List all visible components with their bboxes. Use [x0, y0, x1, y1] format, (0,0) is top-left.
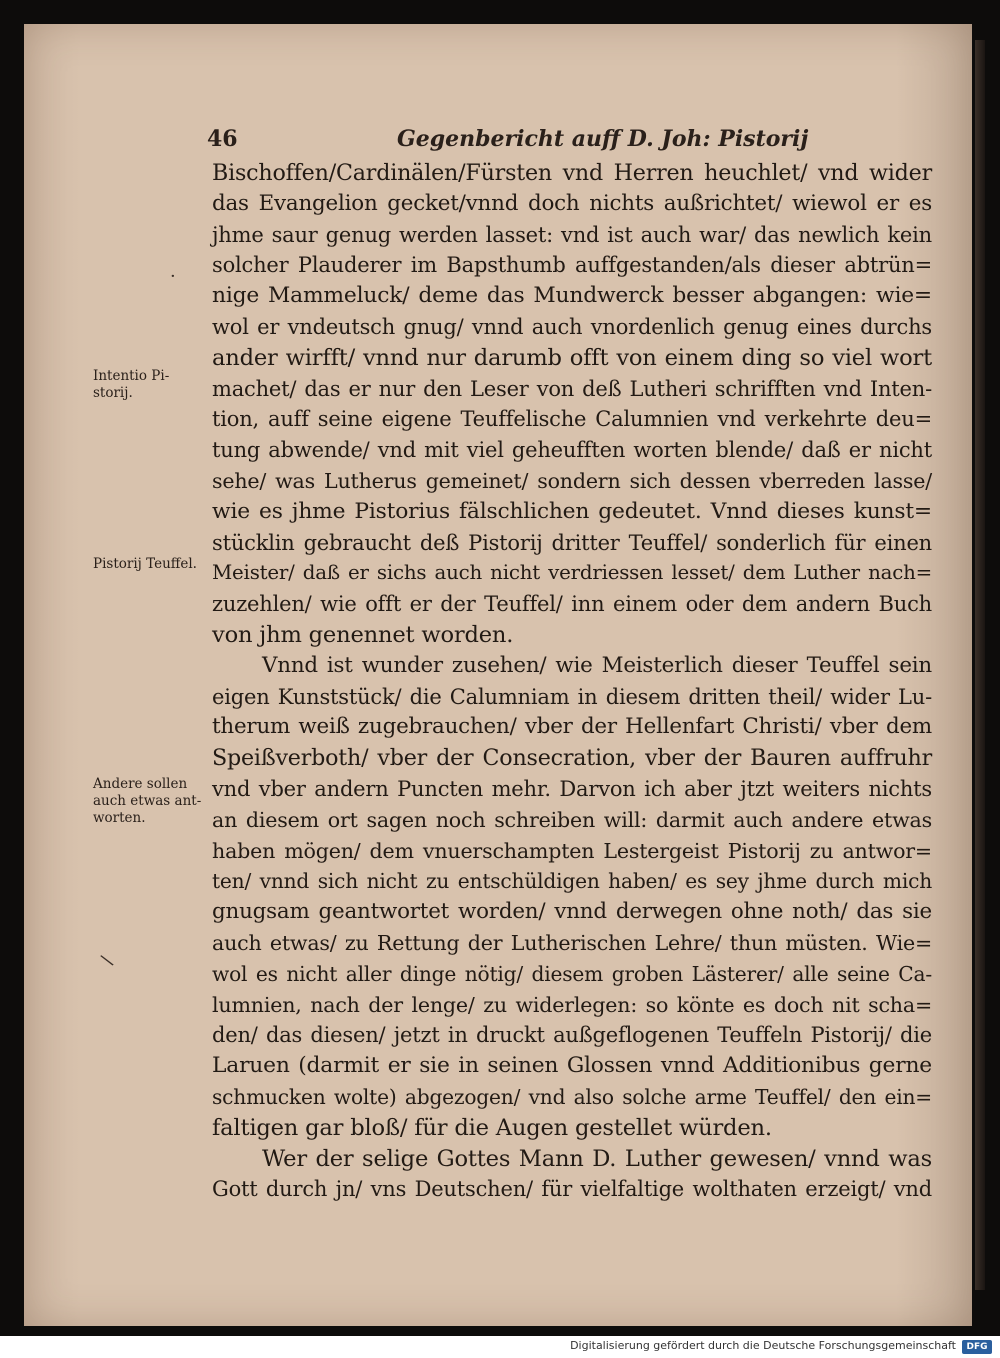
marginal-line: Andere sollen	[93, 776, 188, 792]
text-line: auch etwas/ zu Rettung der Lutherischen Lehre/ thun müsten. Wie=	[212, 930, 932, 955]
footer-bar	[0, 1336, 1000, 1358]
text-line: eigen Kunststück/ die Calumniam in diesem dritten theil/ wider Lu-	[212, 684, 932, 709]
text-line: nige Mammeluck/ deme das Mundwerck besser abgangen: wie=	[212, 283, 932, 309]
text-line: solcher Plauderer im Bapsthumb auffgestanden/als dieser abtrün=	[212, 253, 932, 278]
text-line: jhme saur genug werden lasset: vnd ist auch war/ das newlich kein	[212, 222, 932, 247]
marginal-line: worten.	[93, 810, 146, 826]
text-line: Speißverboth/ vber der Consecration, vber der Bauren auffruhr	[212, 745, 932, 772]
text-line: wol es nicht aller dinge nötig/ diesem groben Lästerer/ alle seine Ca-	[212, 961, 932, 986]
text-line: therum weiß zugebrauchen/ vber der Hellenfart Christi/ vber dem	[212, 714, 932, 740]
marginal-line: auch etwas ant-	[93, 793, 202, 809]
marginal-note-andere	[93, 776, 205, 827]
text-line: ten/ vnnd sich nicht zu entschüldigen haben/ es sey jhme durch mich	[212, 869, 932, 894]
margin-stroke: \	[98, 950, 116, 971]
text-line: wie es jhme Pistorius fälschlichen gedeutet. Vnnd dieses kunst=	[212, 498, 932, 524]
page-number: 46	[207, 126, 238, 152]
marginal-note-intentio	[93, 368, 205, 402]
marginal-line: storij.	[93, 385, 133, 401]
margin-dot: ·	[170, 266, 176, 287]
dfg-logo: DFG	[962, 1340, 992, 1354]
text-line: Gott durch jn/ vns Deutschen/ für vielfaltige wolthaten erzeigt/ vnd	[212, 1177, 932, 1202]
text-line: sehe/ was Lutherus gemeinet/ sondern sich dessen vberreden lasse/	[212, 468, 932, 493]
text-line: von jhm genennet worden.	[212, 621, 514, 648]
text-line: schmucken wolte) abgezogen/ vnd also solche arme Teuffel/ den ein=	[212, 1084, 932, 1109]
text-line: den/ das diesen/ jetzt in druckt außgeflogenen Teuffeln Pistorij/ die	[212, 1023, 932, 1048]
text-line: Wer der selige Gottes Mann D. Luther gewesen/ vnnd was	[262, 1145, 932, 1172]
funding-credit: Digitalisierung gefördert durch die Deutsche Forschungsgemeinschaft	[570, 1339, 956, 1352]
text-line: das Evangelion gecket/vnnd doch nichts außrichtet/ wiewol er es	[212, 190, 932, 216]
text-line: ander wirfft/ vnnd nur darumb offt von einem ding so viel wort	[212, 344, 932, 371]
page-header	[207, 126, 927, 160]
marginal-line: Intentio Pi-	[93, 368, 170, 384]
text-line: gnugsam geantwortet worden/ vnnd derwegen ohne noth/ das sie	[212, 899, 932, 925]
text-line: zuzehlen/ wie offt er der Teuffel/ inn einem oder dem andern Buch	[212, 592, 932, 617]
marginal-line: Pistorij Teuffel.	[93, 556, 197, 572]
running-title: Gegenbericht auff D. Joh: Pistorij	[397, 126, 809, 152]
page-edge-shadow	[975, 40, 985, 1290]
marginal-note-teuffel	[93, 556, 205, 573]
text-line: stücklin gebraucht deß Pistorij dritter Teuffel/ sonderlich für einen	[212, 530, 932, 555]
text-line: Bischoffen/Cardinälen/Fürsten vnd Herren heuchlet/ vnd wider	[212, 160, 932, 186]
text-line: tung abwende/ vnd mit viel geheufften worten blende/ daß er nicht	[212, 438, 932, 463]
text-line: vnd vber andern Puncten mehr. Darvon ich aber jtzt weiters nichts	[212, 776, 932, 801]
text-line: Laruen (darmit er sie in seinen Glossen vnnd Additionibus gerne	[212, 1053, 932, 1079]
text-line: machet/ das er nur den Leser von deß Lutheri schrifften vnd Inten-	[212, 376, 932, 401]
text-line: tion, auff seine eigene Teuffelische Calumnien vnd verkehrte deu=	[212, 407, 932, 432]
text-line: haben mögen/ dem vnuerschampten Lestergeist Pistorij zu antwor=	[212, 838, 932, 863]
text-line: lumnien, nach der lenge/ zu widerlegen: so könte es doch nit scha=	[212, 992, 932, 1017]
body-text	[212, 158, 932, 1205]
text-line: wol er vndeutsch gnug/ vnnd auch vnordenlich genug eines durchs	[212, 314, 932, 339]
text-line: faltigen gar bloß/ für die Augen gestellet würden.	[212, 1114, 772, 1141]
text-line: Meister/ daß er sichs auch nicht verdriessen lesset/ dem Luther nach=	[212, 561, 932, 585]
text-line: an diesem ort sagen noch schreiben will: darmit auch andere etwas	[212, 807, 932, 832]
text-line: Vnnd ist wunder zusehen/ wie Meisterlich dieser Teuffel sein	[262, 652, 932, 678]
